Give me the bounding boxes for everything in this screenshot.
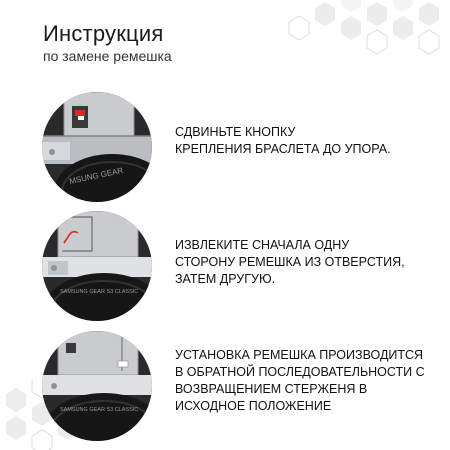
- step-2-line-1: ИЗВЛЕКИТЕ СНАЧАЛА ОДНУ: [175, 238, 350, 252]
- step-1-image: [42, 92, 152, 202]
- step-3-image: [42, 331, 152, 441]
- step-2-line-2: СТОРОНУ РЕМЕШКА ИЗ ОТВЕРСТИЯ,: [175, 255, 405, 269]
- step-3-line-3: ВОЗВРАЩЕНИЕМ СТЕРЖЕНЯ В: [175, 382, 368, 396]
- watch-brand-text: SAMSUNG GEAR S3 CLASSIC: [60, 407, 139, 413]
- step-2-image: [42, 211, 152, 321]
- watch-brand-text: SAMSUNG GEAR S3 CLASSIC: [60, 289, 139, 295]
- page-title: Инструкция: [43, 21, 164, 46]
- hexagon-pattern-top: [285, 0, 450, 60]
- watch-brand-text: MSUNG GEAR: [68, 165, 124, 186]
- watch-closeup-illustration: [42, 92, 152, 202]
- step-3-line-1: УСТАНОВКА РЕМЕШКА ПРОИЗВОДИТСЯ: [175, 348, 424, 362]
- step-1-text: [175, 124, 435, 158]
- step-1-line-2: КРЕПЛЕНИЯ БРАСЛЕТА ДО УПОРА.: [175, 142, 391, 156]
- page-subtitle: по замене ремешка: [43, 48, 172, 64]
- step-2-text: [175, 237, 435, 288]
- step-2-line-3: ЗАТЕМ ДРУГУЮ.: [175, 272, 276, 286]
- step-3-line-2: В ОБРАТНОЙ ПОСЛЕДОВАТЕЛЬНОСТИ С: [175, 365, 425, 379]
- step-1-line-1: СДВИНЬТЕ КНОПКУ: [175, 125, 296, 139]
- watch-closeup-illustration: [42, 211, 152, 321]
- step-3-text: [175, 347, 435, 415]
- step-3-line-4: ИСХОДНОЕ ПОЛОЖЕНИЕ: [175, 399, 332, 413]
- watch-closeup-illustration: [42, 331, 152, 441]
